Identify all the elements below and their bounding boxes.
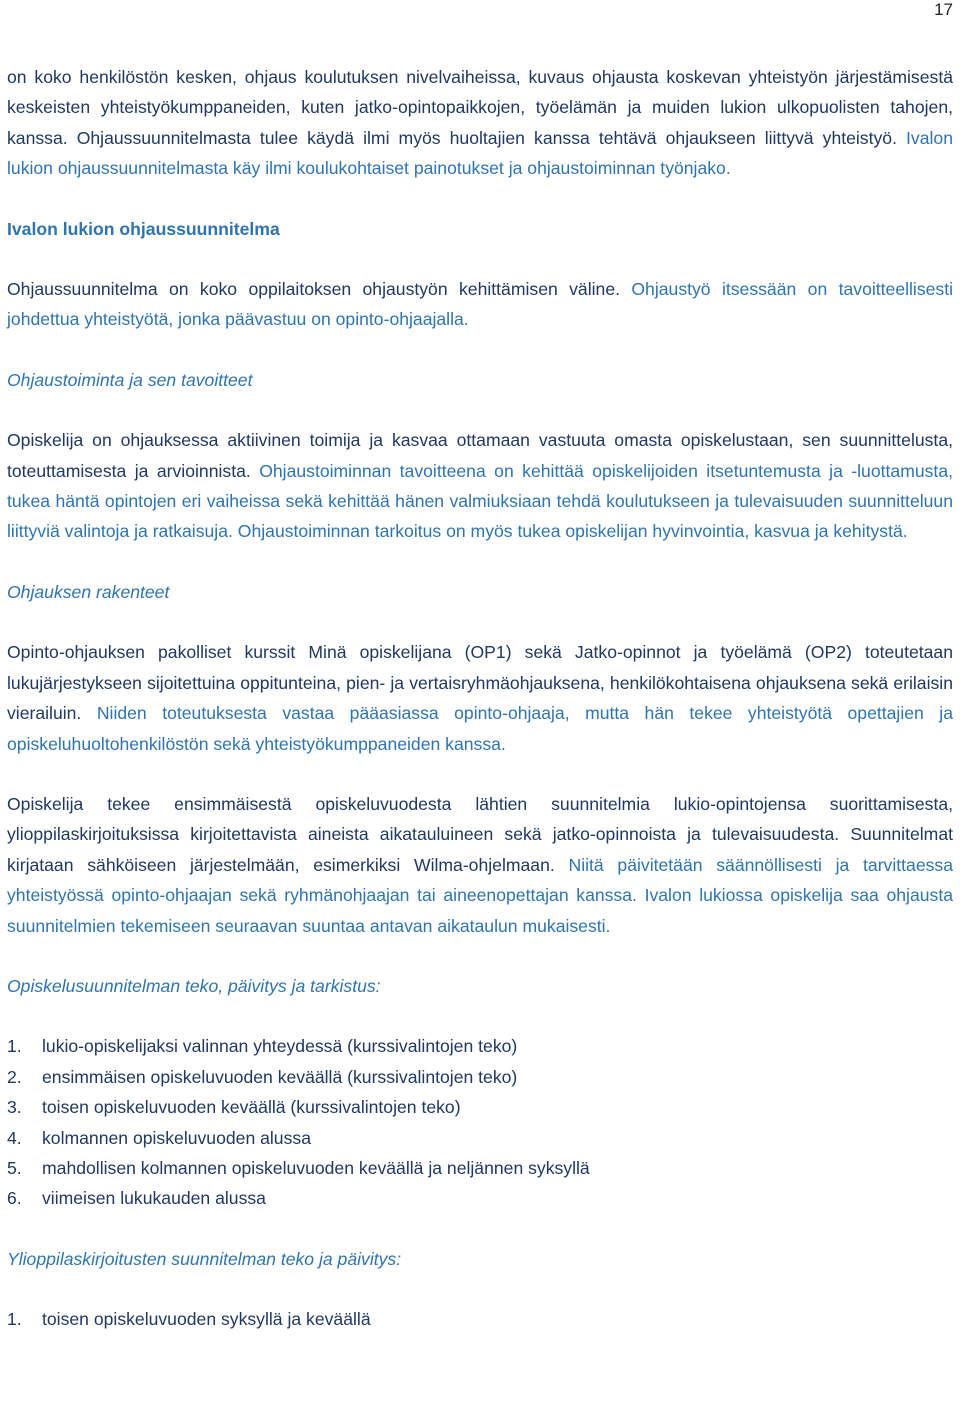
- paragraph-text: Ivalon lukiossa opiskelija saa ohjausta suunnitelmien tekemiseen seuraavan suuntaa antavan aikataulun mukaisesti.: [7, 885, 953, 936]
- paragraph-text: on koko henkilöstön kesken, ohjaus koulutuksen nivelvaiheissa, kuvaus ohjausta koskevan yhteistyön järjestämisestä keskeisten yhteistyökumppaneiden, kuten jatko-opintopaikkojen, työelämän ja muiden lukion ulkopuolisten tahojen, kanssa. Ohjaussuunnitelmasta tulee käydä ilmi myös huoltajien kanssa tehtävä ohjaukseen liittyvä yhteistyö.: [7, 67, 953, 148]
- document-body: [7, 62, 953, 1335]
- list-item: [7, 1031, 953, 1061]
- paragraph-text: Ivalon lukion ohjaussuunnitelmasta käy ilmi koulukohtaiset painotukset ja ohjaustoiminnan työnjako.: [7, 127, 953, 179]
- study-plan-schedule-list: [7, 1031, 953, 1213]
- list-item-text: ensimmäisen opiskeluvuoden keväällä (kurssivalintojen teko): [42, 1066, 518, 1087]
- list-item-text: mahdollisen kolmannen opiskeluvuoden keväällä ja neljännen syksyllä: [42, 1157, 590, 1178]
- list-item-number: 6.: [7, 1188, 22, 1209]
- paragraph-text: Opiskelija on ohjauksessa aktiivinen toimija ja kasvaa ottamaan vastuuta omasta opiskelustaan, sen suunnittelusta, toteuttamisesta ja arvioinnista.: [7, 430, 953, 481]
- paragraph: [7, 62, 953, 184]
- list-item: [7, 1092, 953, 1122]
- list-item-number: 5.: [7, 1157, 22, 1178]
- subsection-heading: Ohjauksen rakenteet: [7, 581, 170, 602]
- subsection-heading: Opiskelusuunnitelman teko, päivitys ja tarkistus:: [7, 975, 381, 996]
- list-item-number: 1.: [7, 1036, 22, 1057]
- list-item-text: viimeisen lukukauden alussa: [42, 1188, 266, 1209]
- paragraph: [7, 274, 953, 335]
- section-heading: Ivalon lukion ohjaussuunnitelma: [7, 218, 280, 239]
- paragraph-text: Ohjaustoiminnan tarkoitus on myös tukea opiskelijan hyvinvointia, kasvua ja kehitystä.: [237, 521, 908, 542]
- paragraph-text: Niitä päivitetään säännöllisesti ja tarvittaessa yhteistyössä opinto-ohjaajan sekä ryhmänohjaajan tai aineenopettajan kanssa.: [7, 854, 953, 906]
- paragraph-text: Opiskelija tekee ensimmäisestä opiskeluvuodesta lähtien suunnitelmia lukio-opintojensa suorittamisesta, ylioppilaskirjoituksissa kirjoitettavista aineista aikatauluineen sekä jatko-opinnoista ja tulevaisuudesta.: [7, 793, 953, 845]
- subsection-heading: Ohjaustoiminta ja sen tavoitteet: [7, 369, 253, 390]
- list-item: [7, 1304, 953, 1334]
- paragraph-text: Ohjaussuunnitelma on koko oppilaitoksen ohjaustyön kehittämisen väline.: [7, 279, 620, 300]
- list-item-number: 4.: [7, 1127, 22, 1148]
- list-item-number: 1.: [7, 1309, 22, 1330]
- paragraph: [7, 425, 953, 547]
- paragraph-text: Ohjaustoiminnan tavoitteena on kehittää opiskelijoiden itsetuntemusta ja -luottamusta, tukea häntä opintojen eri vaiheissa sekä kehittää hänen valmiuksiaan tehdä koulutukseen ja tulevaisuuden suunnitteluun liittyviä valintoja ja ratkaisuja.: [7, 460, 953, 542]
- matriculation-plan-list: [7, 1304, 953, 1334]
- list-item-text: toisen opiskeluvuoden keväällä (kurssivalintojen teko): [42, 1097, 461, 1118]
- paragraph-text: Suunnitelmat kirjataan sähköiseen järjestelmään, esimerkiksi Wilma-ohjelmaan.: [7, 824, 954, 875]
- list-item: [7, 1153, 953, 1183]
- paragraph: [7, 637, 953, 759]
- list-item: [7, 1183, 953, 1213]
- list-item-number: 2.: [7, 1066, 22, 1087]
- paragraph: [7, 789, 953, 941]
- list-item-text: lukio-opiskelijaksi valinnan yhteydessä (kurssivalintojen teko): [42, 1036, 518, 1057]
- paragraph-text: Niiden toteutuksesta vastaa pääasiassa opinto-ohjaaja, mutta hän tekee yhteistyötä opettajien ja opiskeluhuoltohenkilöstön sekä yhteistyökumppaneiden kanssa.: [7, 703, 953, 754]
- page-number: 17: [934, 0, 953, 19]
- list-item-number: 3.: [7, 1097, 22, 1118]
- paragraph-text: Opinto-ohjauksen pakolliset kurssit Minä opiskelijana (OP1) sekä Jatko-opinnot ja työelämä (OP2) toteutetaan lukujärjestykseen sijoitettuina oppitunteina, pien- ja vertaisryhmäohjauksena, henkilökohtaisena ohjauksena sekä erilaisin vierailuin.: [7, 642, 953, 724]
- list-item: [7, 1123, 953, 1153]
- list-item-text: kolmannen opiskeluvuoden alussa: [42, 1127, 311, 1148]
- paragraph-text: Ohjaustyö itsessään on tavoitteellisesti johdettua yhteistyötä, jonka päävastuu on opinto-ohjaajalla.: [7, 279, 954, 330]
- list-item-text: toisen opiskeluvuoden syksyllä ja keväällä: [42, 1309, 371, 1330]
- list-item: [7, 1062, 953, 1092]
- subsection-heading: Ylioppilaskirjoitusten suunnitelman teko ja päivitys:: [7, 1248, 402, 1269]
